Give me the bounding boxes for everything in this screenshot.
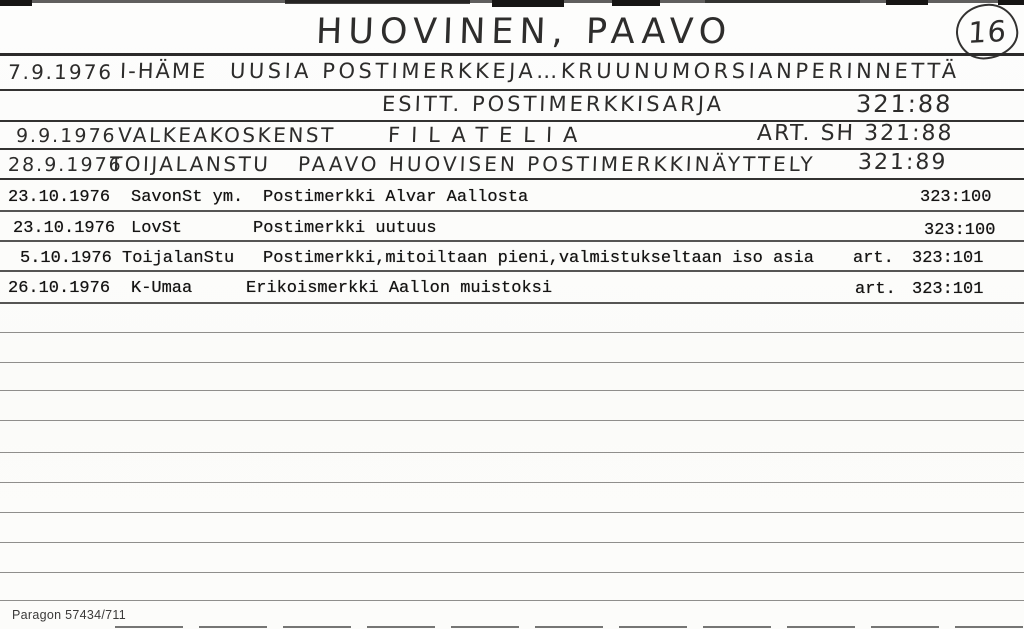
- entry-description: UUSIA POSTIMERKKEJA…KRUUNUMORSIANPERINNETTÄ: [229, 59, 961, 83]
- card-title: HUOVINEN, PAAVO: [315, 12, 733, 52]
- entry-description: Postimerkki,mitoiltaan pieni,valmistukseltaan iso asia: [263, 249, 814, 268]
- ruled-line: [0, 210, 1024, 212]
- entry-venue: TOIJALANSTU: [109, 152, 271, 176]
- card-number: 16: [966, 13, 1008, 50]
- scan-artifact-blob: [705, 0, 860, 3]
- entry-date: 7.9.1976: [7, 60, 114, 84]
- ruled-line: [0, 420, 1024, 421]
- ruled-line: [0, 482, 1024, 483]
- imprint: Paragon 57434/711: [12, 608, 126, 622]
- entry-date: 5.10.1976: [20, 249, 112, 268]
- entry-description: FILATELIA: [387, 123, 589, 147]
- entry-description: PAAVO HUOVISEN POSTIMERKKINÄYTTELY: [297, 152, 816, 176]
- entry-date: 26.10.1976: [8, 279, 111, 298]
- scan-artifact-blob: [998, 0, 1024, 5]
- ruled-line: [0, 178, 1024, 180]
- entry-venue: ToijalanStu: [122, 249, 235, 268]
- ruled-line: [0, 390, 1024, 391]
- entry-ref: 323:100: [920, 188, 992, 207]
- ruled-line: [0, 302, 1024, 304]
- ruled-line: [0, 572, 1024, 573]
- ruled-line: [0, 512, 1024, 513]
- entry-ref: 323:101: [912, 280, 984, 299]
- entry-date: 23.10.1976: [13, 219, 116, 238]
- entry-ref: ART. SH 321:88: [756, 121, 954, 146]
- entry-venue: LovSt: [131, 219, 183, 238]
- entry-date: 9.9.1976: [15, 125, 117, 147]
- entry-venue: SavonSt ym.: [131, 188, 244, 207]
- scan-artifact-blob: [886, 0, 928, 5]
- entry-ref: 321:88: [855, 90, 953, 118]
- ruled-line: [0, 53, 1024, 56]
- ruled-line: [0, 332, 1024, 333]
- entry-ref: 323:100: [924, 221, 996, 240]
- scan-artifact-blob: [492, 0, 564, 7]
- ruled-line: [0, 270, 1024, 272]
- ruled-line: [0, 542, 1024, 543]
- entry-description: Postimerkki Alvar Aallosta: [263, 188, 529, 207]
- entry-venue: VALKEAKOSKENST: [117, 123, 337, 147]
- entry-date: 23.10.1976: [8, 188, 111, 207]
- scan-artifact-blob: [0, 0, 32, 6]
- entry-ref: 323:101: [912, 249, 984, 268]
- scan-artifact-bottom-edge: [115, 626, 1024, 629]
- entry-description: Erikoismerkki Aallon muistoksi: [246, 279, 553, 298]
- entry-date: 28.9.1976: [7, 154, 124, 176]
- entry-venue: K-Umaa: [131, 279, 193, 298]
- ruled-line: [0, 600, 1024, 601]
- entry-description: Postimerkki uutuus: [253, 219, 437, 238]
- entry-venue: I-HÄME: [119, 59, 208, 83]
- entry-description: ESITT. POSTIMERKKISARJA: [381, 92, 725, 116]
- entry-art-label: art.: [853, 249, 894, 268]
- scan-artifact-blob: [285, 0, 470, 4]
- ruled-line: [0, 362, 1024, 363]
- scan-artifact-blob: [612, 0, 660, 6]
- ruled-line: [0, 452, 1024, 453]
- ruled-line: [0, 240, 1024, 242]
- entry-art-label: art.: [855, 280, 896, 299]
- entry-ref: 321:89: [857, 150, 948, 175]
